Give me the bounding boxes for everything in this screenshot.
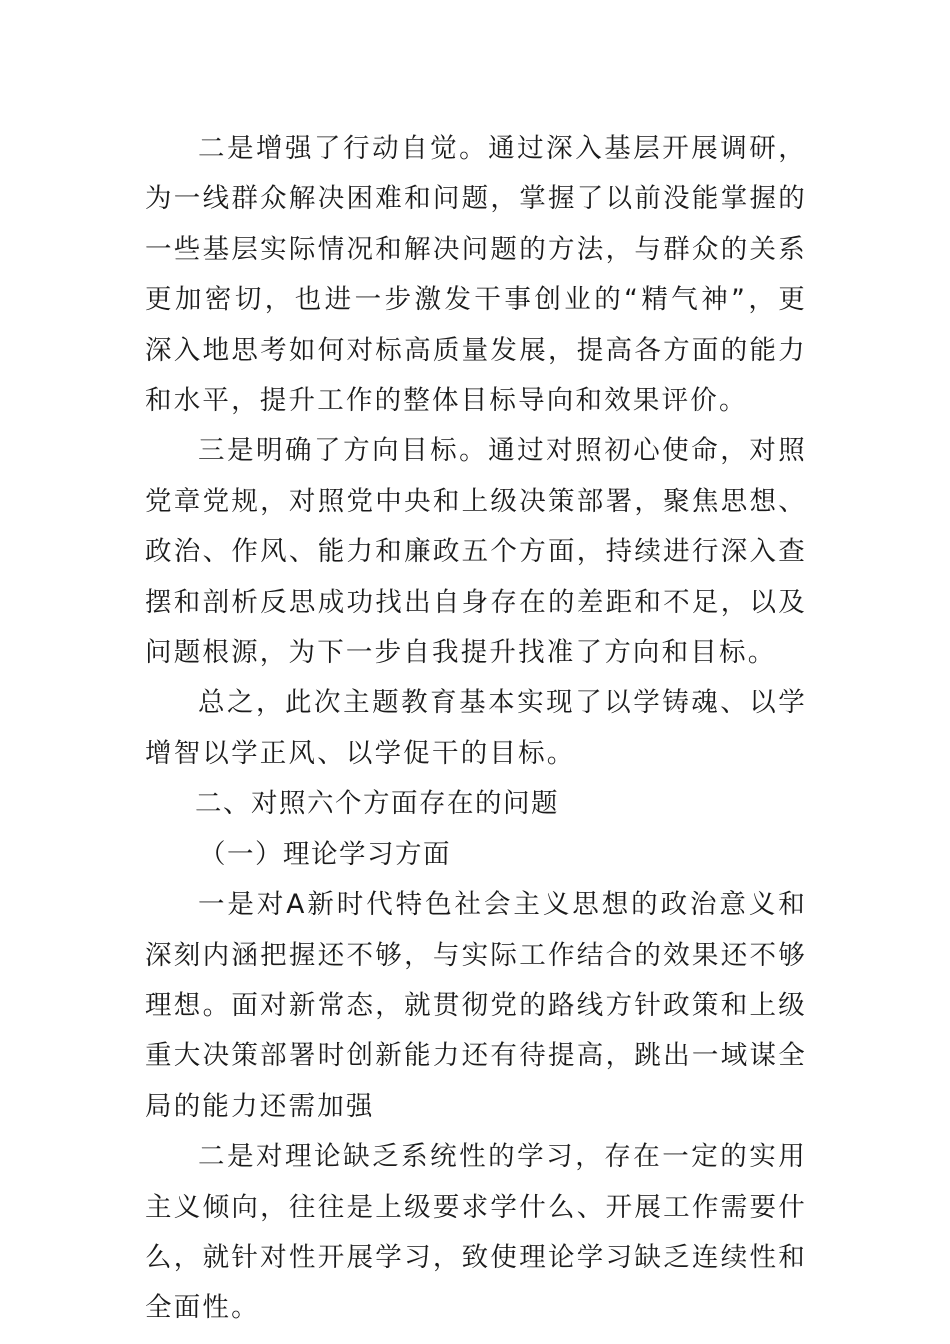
paragraph-direction-goals: 三是明确了方向目标。通过对照初心使命，对照党章党规，对照党中央和上级决策部署，聚焦思想、政治、作风、能力和廉政五个方面，持续进行深入查摆和剖析反思成功找出自身存在的差距和不足，以及问题根源，为下一步自我提升找准了方向和目标。	[145, 435, 807, 669]
paragraph-summary: 总之，此次主题教育基本实现了以学铸魂、以学增智以学正风、以学促干的目标。	[145, 687, 807, 769]
paragraph-theory-problem-1: 一是对A新时代特色社会主义思想的政治意义和深刻内涵把握还不够，与实际工作结合的效果还不够理想。面对新常态，就贯彻党的路线方针政策和上级重大决策部署时创新能力还有待提高，跳出一域谋全局的能力还需加强	[145, 889, 807, 1122]
document-body	[145, 124, 807, 1334]
paragraph-theory-problem-2: 二是对理论缺乏系统性的学习，存在一定的实用主义倾向，往往是上级要求学什么、开展工作需要什么，就针对性开展学习，致使理论学习缺乏连续性和全面性。	[145, 1141, 807, 1324]
section-heading-problems: 二、对照六个方面存在的问题	[195, 788, 559, 820]
subsection-heading-theory-study: （一）理论学习方面	[199, 838, 451, 870]
paragraph-action-awareness: 二是增强了行动自觉。通过深入基层开展调研，为一线群众解决困难和问题，掌握了以前没能掌握的一些基层实际情况和解决问题的方法，与群众的关系更加密切，也进一步激发干事创业的“精气神”，更深入地思考如何对标高质量发展，提高各方面的能力和水平，提升工作的整体目标导向和效果评价。	[145, 133, 807, 417]
